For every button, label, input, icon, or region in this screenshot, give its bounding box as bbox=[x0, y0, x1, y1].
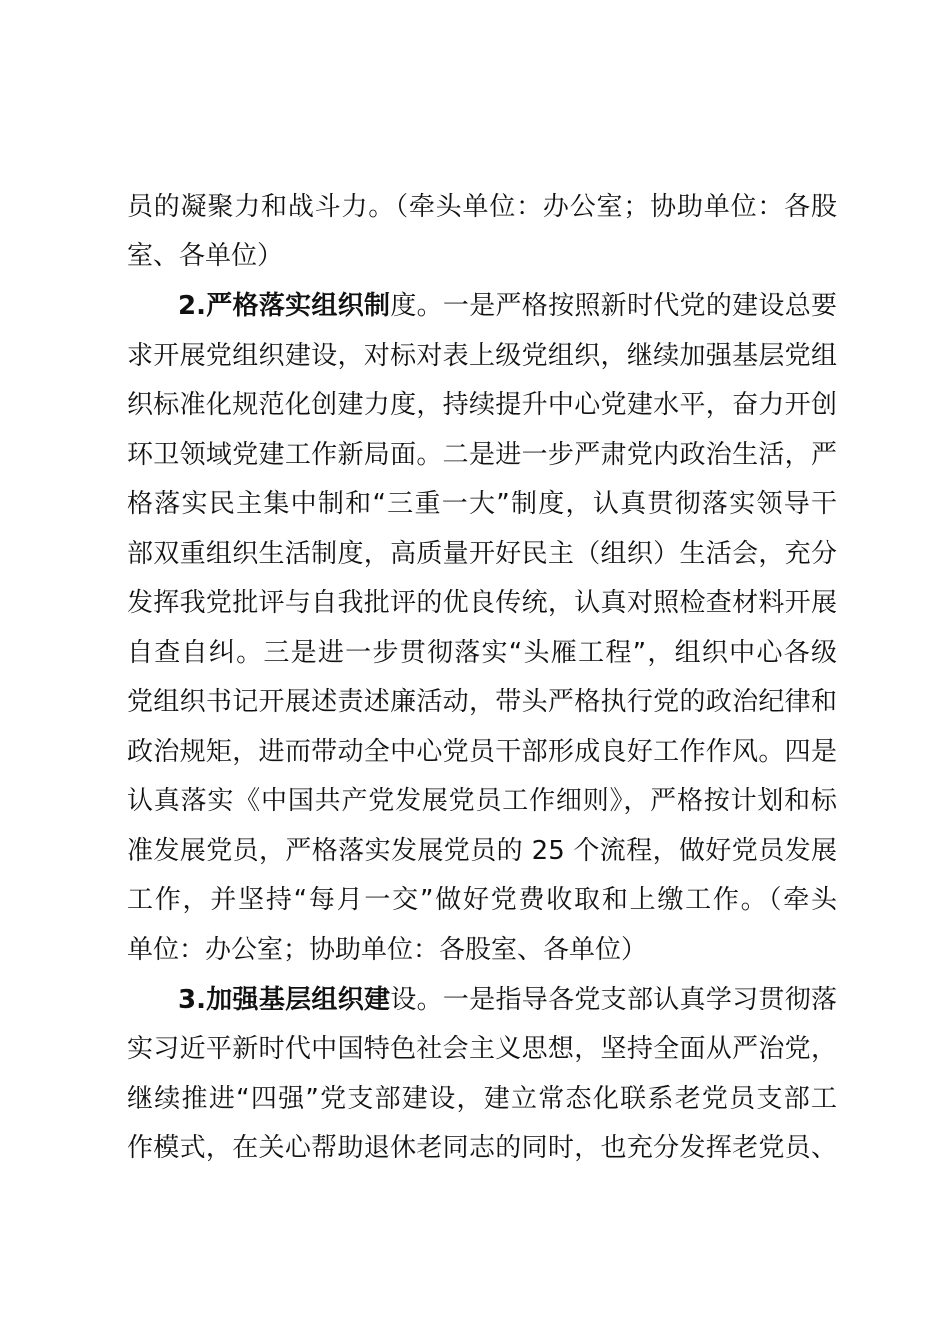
paragraph-first-line bbox=[178, 286, 837, 326]
text-run: 度。一是严格按照新时代党的建设总要 bbox=[390, 291, 837, 321]
text-line: 环卫领域党建工作新局面。二是进一步严肃党内政治生活，严 bbox=[127, 440, 837, 470]
section-heading: 2.严格落实组织制 bbox=[178, 291, 391, 321]
text-line: 党组织书记开展述责述廉活动，带头严格执行党的政治纪律和 bbox=[127, 687, 837, 717]
text-line: 作模式，在关心帮助退休老同志的同时，也充分发挥老党员、 bbox=[127, 1133, 837, 1163]
section-heading: 3.加强基层组织建 bbox=[178, 985, 391, 1015]
text-line: 认真落实《中国共产党发展党员工作细则》，严格按计划和标 bbox=[127, 786, 837, 816]
text-line: 实习近平新时代中国特色社会主义思想，坚持全面从严治党， bbox=[127, 1034, 837, 1064]
text-line: 准发展党员，严格落实发展党员的 25 个流程，做好党员发展 bbox=[127, 836, 837, 866]
paragraph-first-line bbox=[178, 980, 837, 1020]
text-line: 求开展党组织建设，对标对表上级党组织，继续加强基层党组 bbox=[127, 341, 837, 371]
text-line: 继续推进“四强”党支部建设，建立常态化联系老党员支部工 bbox=[127, 1084, 837, 1114]
text-line: 室、各单位） bbox=[127, 241, 284, 271]
text-line: 自查自纠。三是进一步贯彻落实“头雁工程”，组织中心各级 bbox=[127, 638, 837, 668]
text-line: 格落实民主集中制和“三重一大”制度，认真贯彻落实领导干 bbox=[127, 489, 837, 519]
text-run: 设。一是指导各党支部认真学习贯彻落 bbox=[390, 985, 837, 1015]
text-line: 工作，并坚持“每月一交”做好党费收取和上缴工作。（牵头 bbox=[127, 885, 837, 915]
text-line: 政治规矩，进而带动全中心党员干部形成良好工作作风。四是 bbox=[127, 737, 837, 767]
text-line: 发挥我党批评与自我批评的优良传统，认真对照检查材料开展 bbox=[127, 588, 837, 618]
text-line: 员的凝聚力和战斗力。（牵头单位：办公室；协助单位：各股 bbox=[127, 192, 837, 222]
text-line: 织标准化规范化创建力度，持续提升中心党建水平，奋力开创 bbox=[127, 390, 837, 420]
text-line: 单位：办公室；协助单位：各股室、各单位） bbox=[127, 935, 648, 965]
text-line: 部双重组织生活制度，高质量开好民主（组织）生活会，充分 bbox=[127, 539, 837, 569]
